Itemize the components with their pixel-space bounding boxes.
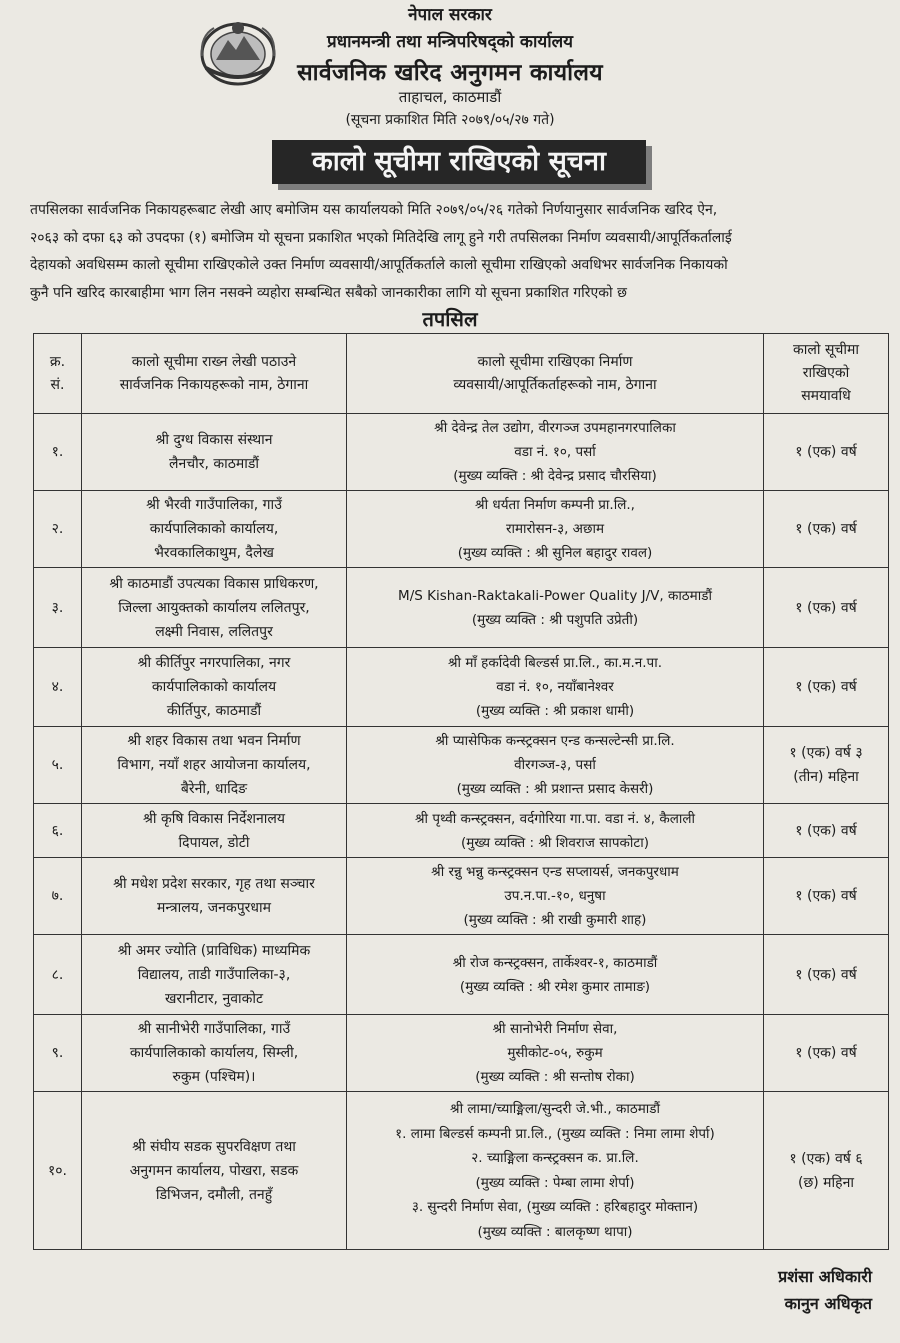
serial-cell: ८.	[34, 935, 82, 1015]
table-row	[34, 414, 889, 491]
agency-cell: श्री कृषि विकास निर्देशनालय दिपायल, डोटी	[82, 804, 347, 858]
period-cell: १ (एक) वर्ष	[764, 804, 889, 858]
agency-cell: श्री अमर ज्योति (प्राविधिक) माध्यमिक विद्यालय, ताडी गाउँपालिका-३, खरानीटार, नुवाकोट	[82, 935, 347, 1015]
period-cell: १ (एक) वर्ष	[764, 935, 889, 1015]
table-row	[34, 858, 889, 935]
table-row	[34, 568, 889, 648]
signatory-name: प्रशंसा अधिकारी	[778, 1267, 872, 1286]
serial-cell: ३.	[34, 568, 82, 648]
agency-cell: श्री मधेश प्रदेश सरकार, गृह तथा सञ्चार मन्त्रालय, जनकपुरधाम	[82, 858, 347, 935]
table-row	[34, 1092, 889, 1250]
table-row	[34, 491, 889, 568]
contractor-cell: श्री धर्यता निर्माण कम्पनी प्रा.लि., रामारोसन-३, अछाम (मुख्य व्यक्ति : श्री सुनिल बहादुर रावल)	[347, 491, 764, 568]
period-cell: १ (एक) वर्ष ३ (तीन) महिना	[764, 727, 889, 804]
table-row	[34, 804, 889, 858]
serial-cell: ७.	[34, 858, 82, 935]
office-name: सार्वजनिक खरिद अनुगमन कार्यालय	[297, 60, 603, 86]
government-name: नेपाल सरकार	[408, 5, 492, 25]
agency-cell: श्री शहर विकास तथा भवन निर्माण विभाग, नयाँ शहर आयोजना कार्यालय, बैरेनी, धादिङ	[82, 727, 347, 804]
office-address: ताहाचल, काठमाडौं	[398, 88, 502, 106]
period-cell: १ (एक) वर्ष	[764, 568, 889, 648]
intro-line: २०६३ को दफा ६३ को उपदफा (१) बमोजिम यो सूचना प्रकाशित भएको मितिदेखि लागू हुने गरी तपसिलका निर्माण व्यवसायी/आपूर्तिकर्तालाई	[30, 229, 732, 246]
agency-cell: श्री दुग्ध विकास संस्थान लैनचौर, काठमाडौं	[82, 414, 347, 491]
signatory-title: कानुन अधिकृत	[784, 1294, 872, 1313]
serial-cell: १०.	[34, 1092, 82, 1250]
contractor-cell: श्री पृथ्वी कन्स्ट्रक्सन, वर्दगोरिया गा.पा. वडा नं. ४, कैलाली (मुख्य व्यक्ति : श्री शिवराज सापकोटा)	[347, 804, 764, 858]
table-row	[34, 727, 889, 804]
header-period: कालो सूचीमा राखिएको समयावधि	[764, 334, 889, 414]
schedule-heading: तपसिल	[422, 307, 478, 331]
contractor-cell: श्री प्यासेफिक कन्स्ट्रक्सन एन्ड कन्सल्टेन्सी प्रा.लि. वीरगञ्ज-३, पर्सा (मुख्य व्यक्ति : श्री प्रशान्त प्रसाद केसरी)	[347, 727, 764, 804]
table-header-row	[34, 334, 889, 414]
period-cell: १ (एक) वर्ष	[764, 1015, 889, 1092]
agency-cell: श्री भैरवी गाउँपालिका, गाउँ कार्यपालिकाको कार्यालय, भैरवकालिकाथुम, दैलेख	[82, 491, 347, 568]
period-cell: १ (एक) वर्ष	[764, 414, 889, 491]
notice-title-banner: कालो सूचीमा राखिएको सूचना	[272, 140, 646, 184]
serial-cell: ४.	[34, 648, 82, 727]
intro-paragraph	[30, 197, 888, 307]
period-cell: १ (एक) वर्ष	[764, 491, 889, 568]
header-serial: क्र. सं.	[34, 334, 82, 414]
contractor-cell: श्री देवेन्द्र तेल उद्योग, वीरगञ्ज उपमहानगरपालिका वडा नं. १०, पर्सा (मुख्य व्यक्ति : श्री देवेन्द्र प्रसाद चौरसिया)	[347, 414, 764, 491]
agency-cell: श्री संघीय सडक सुपरविक्षण तथा अनुगमन कार्यालय, पोखरा, सडक डिभिजन, दमौली, तनहुँ	[82, 1092, 347, 1250]
notice-header	[0, 0, 900, 138]
blacklist-table	[33, 333, 889, 1250]
table-row	[34, 1015, 889, 1092]
table-row	[34, 935, 889, 1015]
period-cell: १ (एक) वर्ष	[764, 858, 889, 935]
contractor-cell: श्री लामा/च्याङ्मिला/सुन्दरी जे.भी., काठमाडौं १. लामा बिल्डर्स कम्पनी प्रा.लि., (मुख्य व्यक्ति : निमा लामा शेर्पा) २. च्याङ्मिला कन्स्ट्रक्सन क. प्रा.लि. (मुख्य व्यक्ति : पेम्बा लामा शेर्पा) ३. सुन्दरी निर्माण सेवा, (मुख्य व्यक्ति : हरिबहादुर मोक्तान) (मुख्य व्यक्ति : बालकृष्ण थापा)	[347, 1092, 764, 1250]
serial-cell: ६.	[34, 804, 82, 858]
header-contractor: कालो सूचीमा राखिएका निर्माण व्यवसायी/आपूर्तिकर्ताहरूको नाम, ठेगाना	[347, 334, 764, 414]
ministry-name: प्रधानमन्त्री तथा मन्त्रिपरिषद्को कार्यालय	[326, 32, 574, 52]
intro-line: कुनै पनि खरिद कारबाहीमा भाग लिन नसक्ने व्यहोरा सम्बन्धित सबैको जानकारीका लागि यो सूचना प्रकाशित गरिएको छ	[30, 284, 627, 301]
period-cell: १ (एक) वर्ष ६ (छ) महिना	[764, 1092, 889, 1250]
intro-line: तपसिलका सार्वजनिक निकायहरूबाट लेखी आए बमोजिम यस कार्यालयको मिति २०७९/०५/२६ गतेको निर्णयानुसार सार्वजनिक खरिद ऐन,	[30, 202, 718, 218]
intro-line: देहायको अवधिसम्म कालो सूचीमा राखिएकोले उक्त निर्माण व्यवसायी/आपूर्तिकर्ताले कालो सूचीमा राखिएको अवधिभर सार्वजनिक निकायको	[30, 257, 728, 273]
serial-cell: २.	[34, 491, 82, 568]
contractor-cell: श्री सानोभेरी निर्माण सेवा, मुसीकोट-०५, रुकुम (मुख्य व्यक्ति : श्री सन्तोष रोका)	[347, 1015, 764, 1092]
serial-cell: ९.	[34, 1015, 82, 1092]
period-cell: १ (एक) वर्ष	[764, 648, 889, 727]
contractor-cell: श्री रन्नु भन्नु कन्स्ट्रक्सन एन्ड सप्लायर्स, जनकपुरधाम उप.न.पा.-१०, धनुषा (मुख्य व्यक्ति : श्री राखी कुमारी शाह)	[347, 858, 764, 935]
agency-cell: श्री सानीभेरी गाउँपालिका, गाउँ कार्यपालिकाको कार्यालय, सिम्ली, रुकुम (पश्चिम)।	[82, 1015, 347, 1092]
contractor-cell: श्री रोज कन्स्ट्रक्सन, तार्केश्वर-१, काठमाडौं (मुख्य व्यक्ति : श्री रमेश कुमार तामाङ)	[347, 935, 764, 1015]
agency-cell: श्री कीर्तिपुर नगरपालिका, नगर कार्यपालिकाको कार्यालय कीर्तिपुर, काठमाडौं	[82, 648, 347, 727]
contractor-cell: श्री माँ हर्कादेवी बिल्डर्स प्रा.लि., का.म.न.पा. वडा नं. १०, नयाँबानेश्वर (मुख्य व्यक्ति : श्री प्रकाश धामी)	[347, 648, 764, 727]
header-agency: कालो सूचीमा राख्न लेखी पठाउने सार्वजनिक निकायहरूको नाम, ठेगाना	[82, 334, 347, 414]
serial-cell: १.	[34, 414, 82, 491]
publish-date: (सूचना प्रकाशित मिति २०७९/०५/२७ गते)	[345, 112, 555, 128]
serial-cell: ५.	[34, 727, 82, 804]
contractor-cell: M/S Kishan-Raktakali-Power Quality J/V, काठमाडौं (मुख्य व्यक्ति : श्री पशुपति उप्रेती)	[347, 568, 764, 648]
table-row	[34, 648, 889, 727]
agency-cell: श्री काठमाडौं उपत्यका विकास प्राधिकरण, जिल्ला आयुक्तको कार्यालय ललितपुर, लक्ष्मी निवास, ललितपुर	[82, 568, 347, 648]
